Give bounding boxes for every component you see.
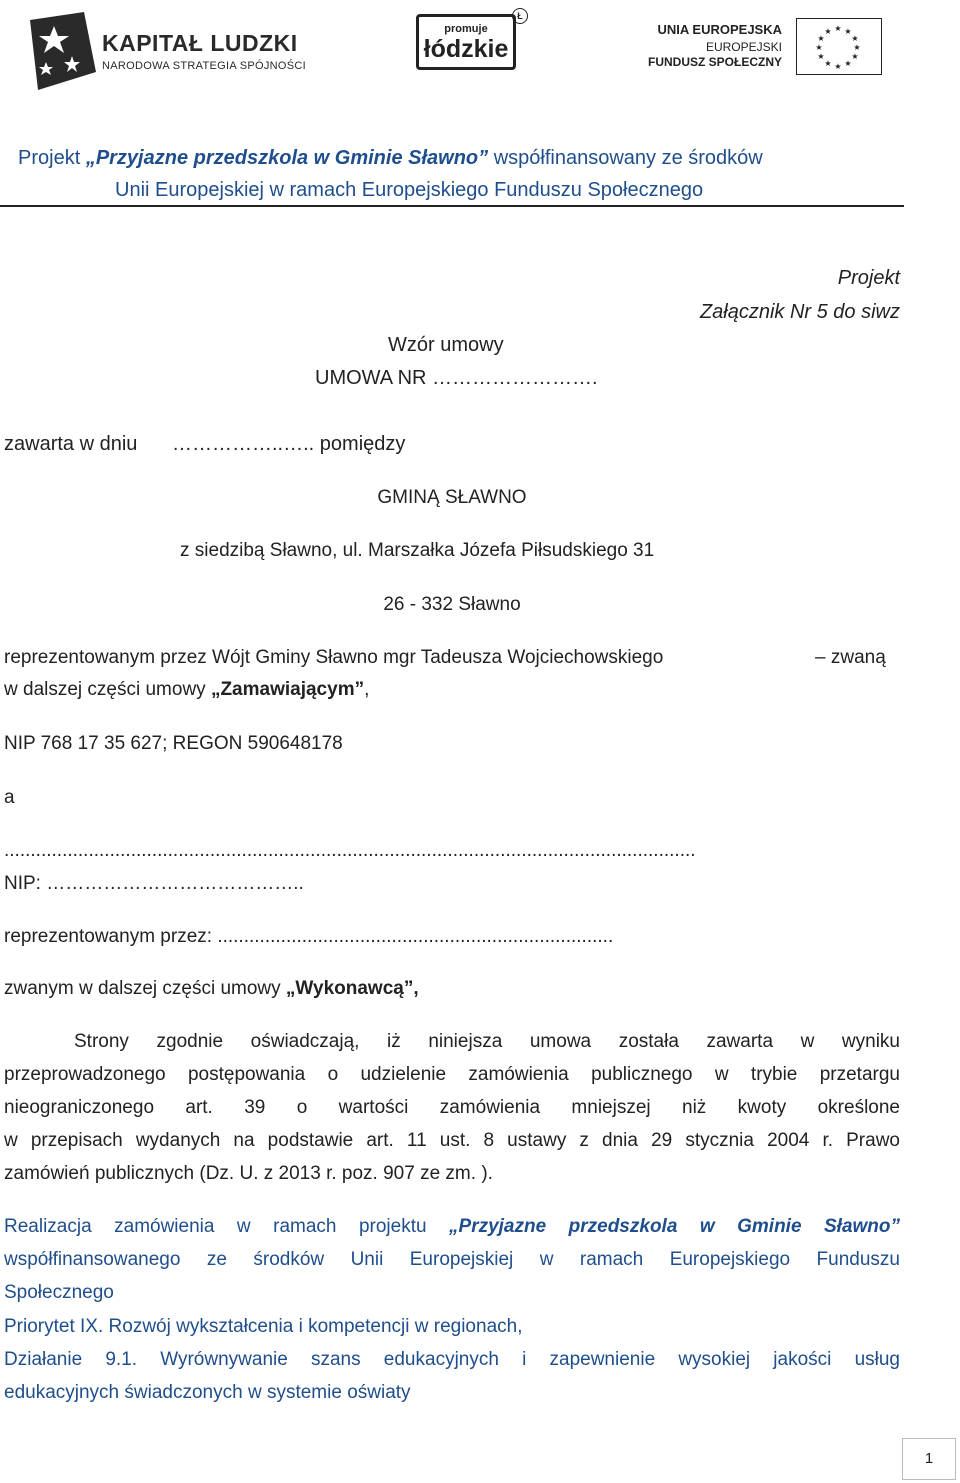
siedziba-address: z siedzibą Sławno, ul. Marszałka Józefa Piłsudskiego 31: [180, 540, 655, 561]
eu-logo: [647, 18, 882, 76]
strony-paragraph-line2: przeprowadzonego postępowania o udzielenie zamówienia publicznego w trybie przetargu: [4, 1064, 900, 1085]
dalszej-czesci-text: w dalszej części umowy: [4, 679, 211, 700]
reprezentowanym-line: reprezentowanym przez Wójt Gminy Sławno mgr Tadeusza Wojciechowskiego: [4, 647, 664, 668]
svg-text:★: ★: [853, 43, 861, 52]
dzialanie-line2: edukacyjnych świadczonych w systemie oświaty: [4, 1382, 411, 1403]
header-project-title: „Przyjazne przedszkola w Gminie Sławno”: [85, 147, 489, 169]
kapital-ludzki-subtitle: NARODOWA STRATEGIA SPÓJNOŚCI: [102, 60, 306, 72]
wykonawca-line: [4, 977, 419, 1000]
svg-text:★: ★: [817, 34, 825, 43]
svg-text:★: ★: [834, 24, 842, 33]
projekt-label: Projekt: [837, 267, 900, 289]
lodz-logo-small-text: promuje: [444, 23, 488, 35]
strony-paragraph-line4: w przepisach wydanych na podstawie art. 11 ust. 8 ustawy z dnia 29 stycznia 2004 r. Prawo: [4, 1130, 900, 1151]
umowa-nr-title: UMOWA NR …………………….: [315, 367, 598, 389]
header-prefix: Projekt: [18, 147, 86, 169]
kapital-ludzki-stars-icon: [24, 12, 96, 90]
svg-text:★: ★: [824, 59, 832, 68]
svg-text:★: ★: [844, 27, 852, 36]
realizacja-text: Realizacja zamówienia w ramach projektu: [4, 1216, 450, 1237]
registered-mark-icon: Ł: [512, 8, 528, 24]
eu-logo-line1: UNIA EUROPEJSKA: [657, 22, 782, 37]
svg-text:★: ★: [834, 62, 842, 71]
wzor-umowy-title: Wzór umowy: [388, 334, 504, 356]
kapital-ludzki-title: KAPITAŁ LUDZKI: [102, 30, 298, 56]
eu-logo-line3: FUNDUSZ SPOŁECZNY: [647, 55, 782, 69]
zamawiajacy-line: [4, 678, 369, 701]
header-line1: [18, 146, 763, 170]
nip-regon: NIP 768 17 35 627; REGON 590648178: [4, 733, 343, 754]
svg-text:★: ★: [824, 27, 832, 36]
postal-code-city: 26 - 332 Sławno: [383, 594, 521, 615]
gmina-name: GMINĄ SŁAWNO: [377, 487, 527, 508]
realizacja-project-title: „Przyjazne przedszkola w Gminie Sławno”: [449, 1216, 901, 1237]
svg-text:★: ★: [851, 34, 859, 43]
promuje-lodzkie-logo: [416, 8, 528, 72]
zwanym-text: zwanym w dalszej części umowy: [4, 978, 286, 999]
kapital-ludzki-logo: [24, 12, 324, 90]
strony-paragraph-line5: zamówień publicznych (Dz. U. z 2013 r. poz. 907 ze zm. ).: [4, 1163, 493, 1184]
contractor-representative: reprezentowanym przez: ...........................................................................: [4, 926, 614, 947]
realizacja-line: [4, 1215, 900, 1238]
conjunction-a: a: [4, 787, 15, 808]
spolecznego-line: Społecznego: [4, 1282, 114, 1303]
priorytet-line: Priorytet IX. Rozwój wykształcenia i kompetencji w regionach,: [4, 1316, 523, 1337]
wykonawca-term: „Wykonawcą”,: [285, 978, 419, 999]
svg-text:★: ★: [817, 52, 825, 61]
svg-text:★: ★: [815, 43, 823, 52]
dzialanie-line1: Działanie 9.1. Wyrównywanie szans edukacyjnych i zapewnienie wysokiej jakości usług: [4, 1349, 900, 1370]
header-suffix: współfinansowany ze środków: [488, 147, 763, 169]
zawarta-w-dniu-label: zawarta w dniu: [4, 433, 138, 455]
page-number: 1: [902, 1438, 956, 1480]
zamawiajacy-term: „Zamawiającym”: [210, 679, 365, 700]
eu-logo-line2: EUROPEJSKI: [705, 40, 782, 54]
eu-flag-icon: [796, 18, 882, 75]
header-line2: Unii Europejskiej w ramach Europejskiego Funduszu Społecznego: [115, 179, 704, 201]
zwana-label: – zwaną: [815, 647, 886, 668]
svg-text:★: ★: [844, 59, 852, 68]
zawarta-date-value: ……………..….. pomiędzy: [172, 433, 406, 455]
contractor-nip: NIP: …………………………………..: [4, 873, 304, 894]
strony-paragraph-line1: Strony zgodnie oświadczają, iż niniejsza umowa została zawarta w wyniku: [74, 1031, 900, 1052]
lodz-logo-big-text: łódzkie: [423, 35, 509, 63]
svg-text:★: ★: [851, 52, 859, 61]
strony-paragraph-line3: nieograniczonego art. 39 o wartości zamówienia mniejszej niż kwoty określone: [4, 1097, 900, 1118]
wspolfinansowanego-line: współfinansowanego ze środków Unii Europejskiej w ramach Europejskiego Funduszu: [4, 1249, 900, 1270]
zalacznik-label: Załącznik Nr 5 do siwz: [699, 301, 900, 323]
contractor-dots: ...................................................................................................................................: [4, 840, 696, 861]
comma: ,: [364, 679, 370, 700]
header-divider: [0, 205, 904, 207]
lodz-logo-frame: [416, 14, 516, 70]
